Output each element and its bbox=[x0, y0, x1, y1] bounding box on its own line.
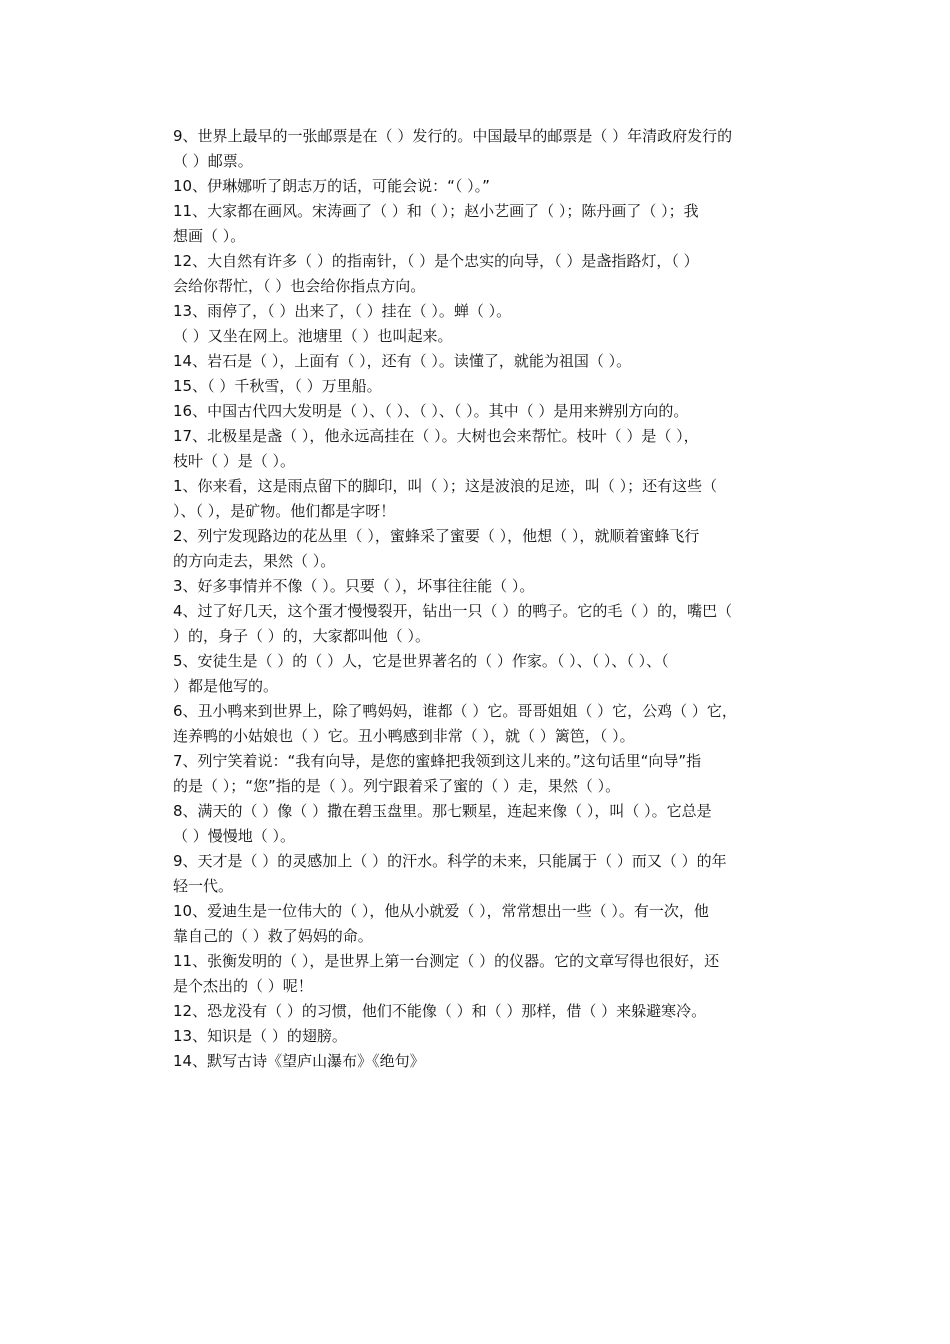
text-line: 2、列宁发现路边的花丛里（ ），蜜蜂采了蜜要（ ），他想（ ），就顺着蜜蜂飞行 bbox=[173, 527, 700, 545]
worksheet-body bbox=[173, 124, 823, 1074]
text-line: （ ）慢慢地（ ）。 bbox=[173, 827, 296, 845]
text-line: 的方向走去，果然（ ）。 bbox=[173, 552, 336, 570]
text-line: 靠自己的（ ）救了妈妈的命。 bbox=[173, 927, 373, 945]
text-line: 会给你帮忙，（ ）也会给你指点方向。 bbox=[173, 277, 426, 295]
text-line: 3、好多事情并不像（ ）。只要（ ），坏事往往能（ ）。 bbox=[173, 577, 535, 595]
text-line: 是个杰出的（ ）呢！ bbox=[173, 977, 313, 995]
text-line: 10、伊琳娜听了朗志万的话，可能会说：“（ ）。” bbox=[173, 177, 490, 195]
text-line: ）都是他写的。 bbox=[173, 677, 279, 695]
text-line: 9、天才是（ ）的灵感加上（ ）的汗水。科学的未来，只能属于（ ）而又（ ）的年 bbox=[173, 852, 727, 870]
text-line: 10、爱迪生是一位伟大的（ ），他从小就爱（ ），常常想出一些（ ）。有一次，他 bbox=[173, 902, 709, 920]
text-line: 12、大自然有许多（ ）的指南针，（ ）是个忠实的向导，（ ）是盏指路灯，（ ） bbox=[173, 252, 699, 270]
text-line: 16、中国古代四大发明是（ ）、（ ）、（ ）、（ ）。其中（ ）是用来辨别方向的。 bbox=[173, 402, 689, 420]
text-line: 11、张衡发明的（ ），是世界上第一台测定（ ）的仪器。它的文章写得也很好，还 bbox=[173, 952, 720, 970]
text-line: ）的，身子（ ）的，大家都叫他（ ）。 bbox=[173, 627, 431, 645]
text-line: 的是（ ）；“您”指的是（ ）。列宁跟着采了蜜的（ ）走，果然（ ）。 bbox=[173, 777, 621, 795]
text-line: 1、你来看，这是雨点留下的脚印，叫（ ）；这是波浪的足迹，叫（ ）；还有这些（ bbox=[173, 477, 718, 495]
text-line: 12、恐龙没有（ ）的习惯，他们不能像（ ）和（ ）那样，借（ ）来躲避寒冷。 bbox=[173, 1002, 707, 1020]
text-line: （ ）邮票。 bbox=[173, 152, 253, 170]
text-line: 4、过了好几天，这个蛋才慢慢裂开，钻出一只（ ）的鸭子。它的毛（ ）的，嘴巴（ bbox=[173, 602, 733, 620]
text-line: 11、大家都在画风。宋涛画了（ ）和（ ）；赵小艺画了（ ）；陈丹画了（ ）；我 bbox=[173, 202, 699, 220]
text-line: 6、丑小鸭来到世界上，除了鸭妈妈，谁都（ ）它。哥哥姐姐（ ）它，公鸡（ ）它， bbox=[173, 702, 737, 720]
text-line: 轻一代。 bbox=[173, 877, 234, 895]
text-line: 8、满天的（ ）像（ ）撒在碧玉盘里。那七颗星，连起来像（ ），叫（ ）。它总是 bbox=[173, 802, 712, 820]
text-line: 9、世界上最早的一张邮票是在（ ）发行的。中国最早的邮票是（ ）年清政府发行的 bbox=[173, 127, 733, 145]
text-line: 17、北极星是盏（ ），他永远高挂在（ ）。大树也会来帮忙。枝叶（ ）是（ ）， bbox=[173, 427, 699, 445]
text-line: 想画（ ）。 bbox=[173, 227, 246, 245]
text-line: 14、岩石是（ ），上面有（ ），还有（ ）。读懂了，就能为祖国（ ）。 bbox=[173, 352, 632, 370]
text-line: 5、安徒生是（ ）的（ ）人，它是世界著名的（ ）作家。（ ）、（ ）、（ ）、（ bbox=[173, 652, 669, 670]
text-line: 枝叶（ ）是（ ）。 bbox=[173, 452, 296, 470]
text-line: 连养鸭的小姑娘也（ ）它。丑小鸭感到非常（ ），就（ ）篱笆，（ ）。 bbox=[173, 727, 635, 745]
text-line: 13、雨停了，（ ）出来了，（ ）挂在（ ）。蝉（ ）。 bbox=[173, 302, 512, 320]
text-line: （ ）又坐在网上。池塘里（ ）也叫起来。 bbox=[173, 327, 453, 345]
text-line: ）、（ ），是矿物。他们都是字呀！ bbox=[173, 502, 396, 520]
text-line: 15、（ ）千秋雪，（ ）万里船。 bbox=[173, 377, 382, 395]
text-line: 14、默写古诗《望庐山瀑布》《绝句》 bbox=[173, 1052, 425, 1070]
text-line: 7、列宁笑着说：“我有向导，是您的蜜蜂把我领到这儿来的。”这句话里“向导”指 bbox=[173, 752, 702, 770]
text-line: 13、知识是（ ）的翅膀。 bbox=[173, 1027, 347, 1045]
